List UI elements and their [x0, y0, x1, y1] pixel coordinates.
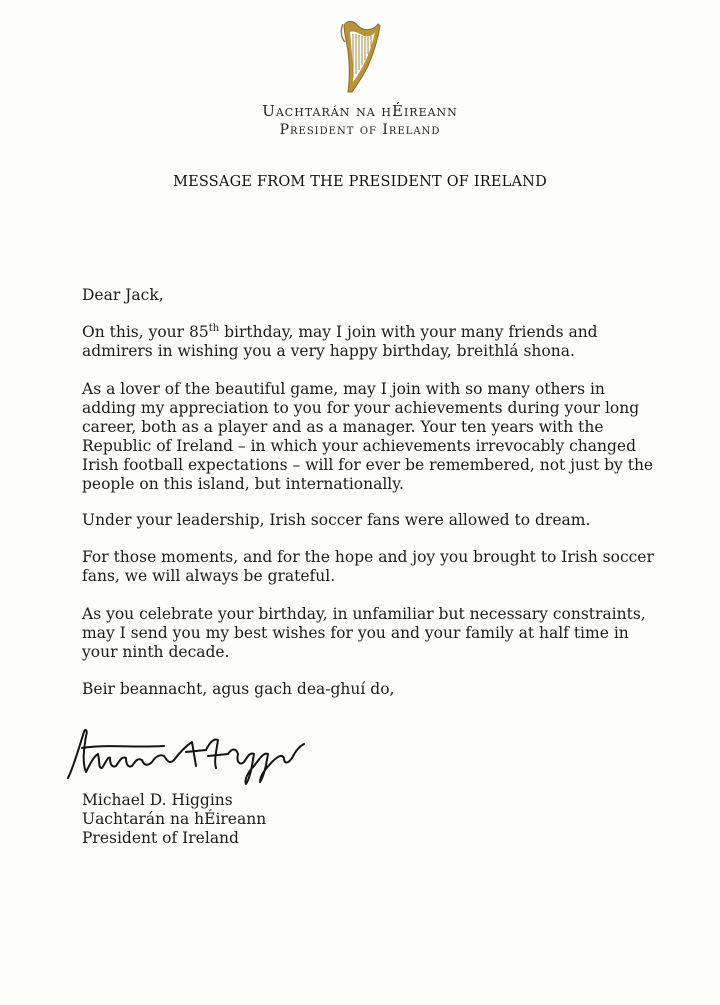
page-title: MESSAGE FROM THE PRESIDENT OF IRELAND	[173, 174, 547, 190]
harp-icon	[334, 18, 384, 94]
paragraph-birthday-start: On this, your 85	[82, 323, 209, 341]
closing-line: Beir beannacht, agus gach dea-ghuí do,	[82, 680, 395, 698]
paragraph-leadership: Under your leadership, Irish soccer fans were allowed to dream.	[82, 511, 591, 529]
paragraph-wishes: As you celebrate your birthday, in unfamiliar but necessary constraints, may I send you my best wishes for you and your family at half time in your ninth decade.	[82, 605, 646, 661]
handwritten-signature	[64, 722, 314, 788]
paragraph-career: As a lover of the beautiful game, may I join with so many others in adding my appreciation to you for your achievements during your long career, both as a player and as a manager. Your ten years with the Republic of Ireland – in which your achievements irrevocably changed Irish football expectations – will for ever be remembered, not just by the people on this island, but internationally.	[82, 380, 654, 493]
signatory-title-english: President of Ireland	[82, 829, 239, 847]
letterhead-english-title: President of Ireland	[279, 122, 441, 138]
salutation: Dear Jack,	[82, 286, 164, 304]
signatory-block	[82, 791, 266, 848]
signatory-title-irish: Uachtarán na hÉireann	[82, 810, 267, 828]
paragraph-birthday	[82, 323, 662, 361]
letterhead-irish-title: Uachtarán na hÉireann	[262, 102, 458, 120]
signatory-name: Michael D. Higgins	[82, 791, 233, 809]
ordinal-suffix: th	[208, 322, 220, 334]
paragraph-gratitude: For those moments, and for the hope and joy you brought to Irish soccer fans, we will always be grateful.	[82, 548, 654, 585]
paragraph-birthday-end: birthday, may I join with your many friends and admirers in wishing you a very happy birthday, breithlá shona.	[82, 323, 598, 360]
